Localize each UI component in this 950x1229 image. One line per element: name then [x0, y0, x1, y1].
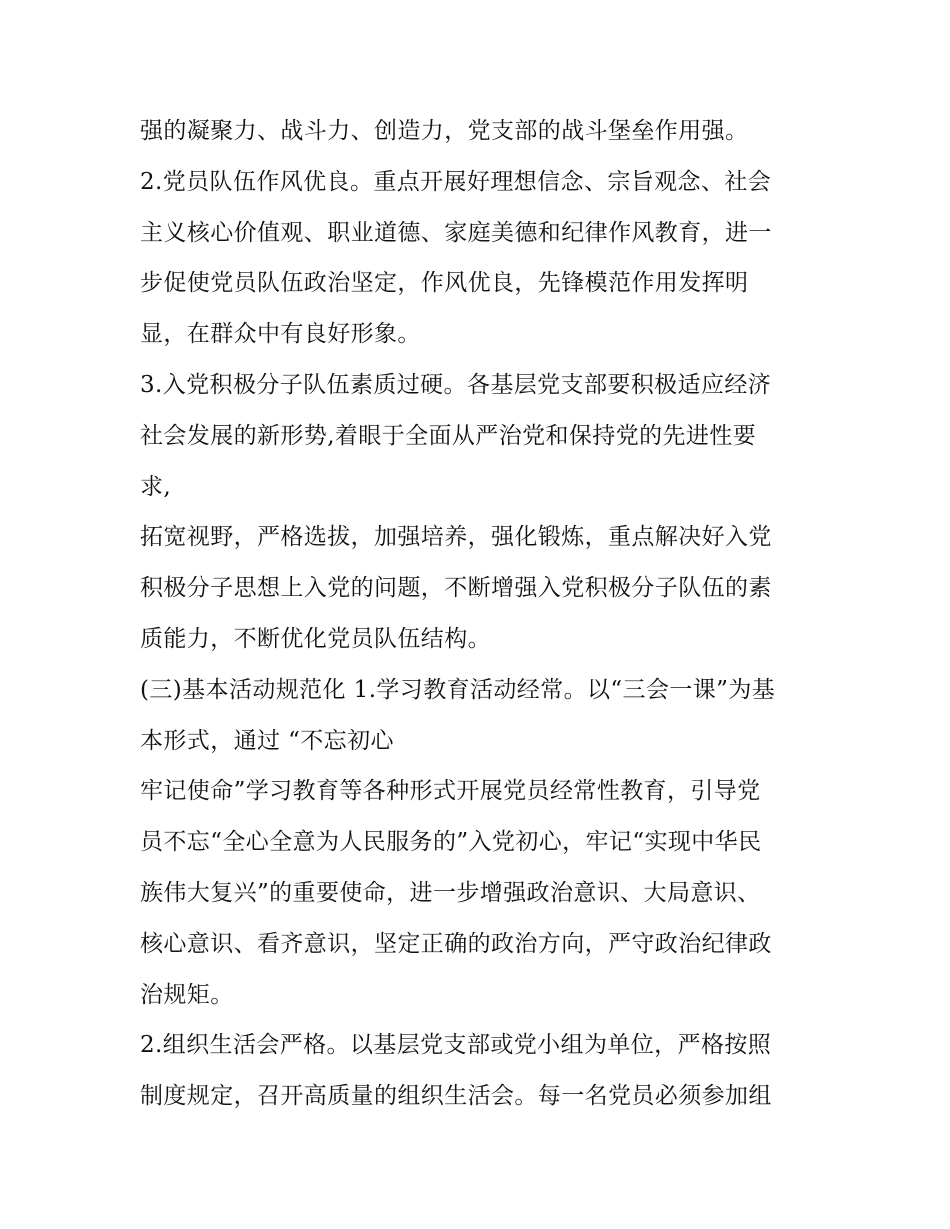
- text-line: 核心意识、看齐意识，坚定正确的政治方向，严守政治纪律政: [140, 930, 772, 957]
- text-line: 牢记使命”学习教育等各种形式开展党员经常性教育，引导党: [140, 778, 761, 805]
- text-line: 求,: [140, 473, 172, 500]
- text-line: 显，在群众中有良好形象。: [140, 321, 421, 348]
- text-line: 拓宽视野，严格选拔，加强培养，强化锻炼，重点解决好入党: [140, 524, 772, 551]
- text-line: 制度规定，召开高质量的组织生活会。每一名党员必须参加组: [140, 1083, 772, 1110]
- text-line: 2.党员队伍作风优良。重点开展好理想信念、宗旨观念、社会: [140, 168, 772, 195]
- text-line: 社会发展的新形势,着眼于全面从严治党和保持党的先进性要: [140, 422, 757, 449]
- text-line: 3.入党积极分子队伍素质过硬。各基层党支部要积极适应经济: [140, 371, 772, 398]
- text-line: 主义核心价值观、职业道德、家庭美德和纪律作风教育，进一: [140, 219, 772, 246]
- text-line: 2.组织生活会严格。以基层党支部或党小组为单位，严格按照: [140, 1032, 772, 1059]
- text-line: 质能力，不断优化党员队伍结构。: [140, 625, 491, 652]
- text-line: (三)基本活动规范化 1.学习教育活动经常。以“三会一课”为基: [140, 676, 776, 703]
- text-line: 步促使党员队伍政治坚定，作风优良，先锋模范作用发挥明: [140, 270, 749, 297]
- document-body: [140, 106, 840, 1122]
- text-line: 积极分子思想上入党的问题，不断增强入党积极分子队伍的素: [140, 575, 772, 602]
- text-line: 本形式，通过 “不忘初心: [140, 727, 394, 754]
- text-line: 员不忘“全心全意为人民服务的”入党初心，牢记“实现中华民: [140, 829, 762, 856]
- text-line: 族伟大复兴”的重要使命，进一步增强政治意识、大局意识、: [140, 879, 761, 906]
- text-line: 治规矩。: [140, 981, 234, 1008]
- text-line: 强的凝聚力、战斗力、创造力，党支部的战斗堡垒作用强。: [140, 118, 749, 144]
